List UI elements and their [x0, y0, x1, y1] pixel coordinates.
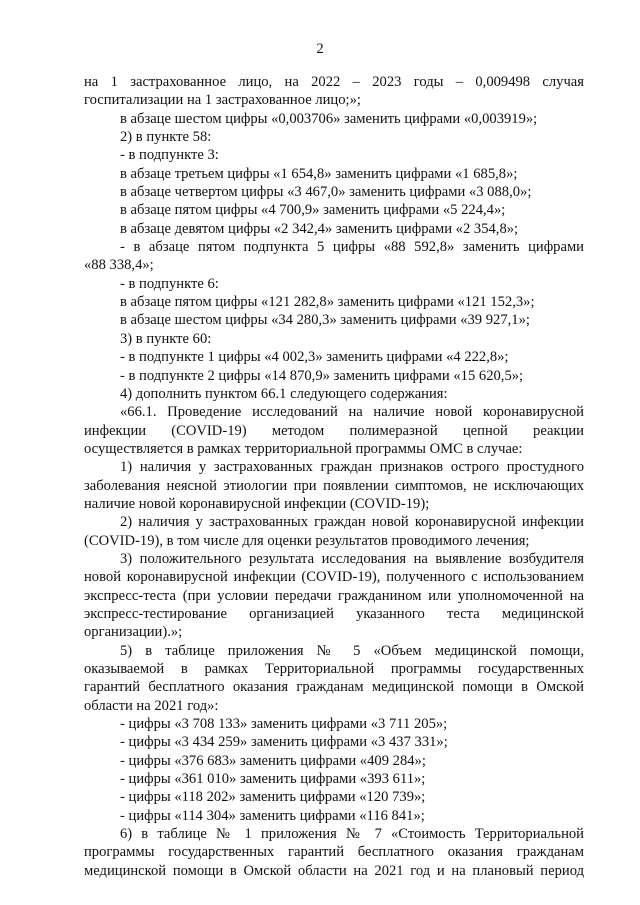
text-line: экспресс-тестирование организацией указанного теста медицинской — [84, 605, 584, 622]
text-line: - в подпункте 3: — [120, 147, 219, 164]
text-line: 3) положительного результата исследования на выявление возбудителя — [120, 550, 584, 567]
text-line: 2) наличия у застрахованных граждан новой коронавирусной инфекции — [120, 514, 584, 531]
text-line: наличие новой коронавирусной инфекции (COVID-19); — [84, 495, 430, 512]
document-body — [84, 73, 584, 880]
text-line: оказываемой в рамках Территориальной программы государственных — [84, 661, 584, 677]
text-line: в абзаце пятом цифры «4 700,9» заменить цифрами «5 224,4»; — [120, 202, 506, 219]
text-line: - цифры «376 683» заменить цифрами «409 284»; — [120, 752, 426, 769]
text-line: «66.1. Проведение исследований на наличие новой коронавирусной — [120, 404, 584, 421]
text-line: медицинской помощи в Омской области на 2021 год и на плановый период — [84, 862, 584, 879]
text-line: «88 338,4»; — [84, 257, 154, 274]
text-line: - цифры «361 010» заменить цифрами «393 611»; — [120, 771, 426, 788]
text-line: в абзаце шестом цифры «34 280,3» заменить цифрами «39 927,1»; — [120, 312, 530, 329]
text-line: новой коронавирусной инфекции (COVID-19), полученного с использованием — [84, 569, 584, 586]
text-line: заболевания неясной этиологии при появлении симптомов, не исключающих — [84, 477, 584, 494]
text-line: 2) в пункте 58: — [120, 129, 212, 146]
text-line: - цифры «118 202» заменить цифрами «120 739»; — [120, 789, 426, 806]
text-line: 5) в таблице приложения № 5 «Объем медицинской помощи, — [120, 642, 584, 659]
text-line: - в подпункте 6: — [120, 275, 219, 292]
text-line: области на 2021 год»: — [84, 697, 219, 714]
text-line: - в абзаце пятом подпункта 5 цифры «88 592,8» заменить цифрами — [120, 239, 584, 256]
text-line: в абзаце пятом цифры «121 282,8» заменить цифрами «121 152,3»; — [120, 294, 535, 311]
text-line: организации).»; — [84, 624, 183, 641]
text-line: инфекции (COVID-19) методом полимеразной цепной реакции — [84, 422, 584, 439]
text-line: - цифры «3 708 133» заменить цифрами «3 711 205»; — [120, 716, 448, 733]
text-line: 1) наличия у застрахованных граждан признаков острого простудного — [120, 459, 584, 476]
text-line: в абзаце четвертом цифры «3 467,0» заменить цифрами «3 088,0»; — [120, 184, 532, 201]
text-line: госпитализации на 1 застрахованное лицо;»; — [84, 92, 361, 109]
text-line: - в подпункте 2 цифры «14 870,9» заменить цифрами «15 620,5»; — [120, 367, 524, 384]
text-line: гарантий бесплатного оказания гражданам медицинской помощи в Омской — [84, 679, 584, 696]
text-line: программы государственных гарантий бесплатного оказания гражданам — [84, 844, 584, 861]
text-line: в абзаце третьем цифры «1 654,8» заменить цифрами «1 685,8»; — [120, 165, 518, 182]
text-line: - в подпункте 1 цифры «4 002,3» заменить цифрами «4 222,8»; — [120, 349, 509, 366]
text-line: осуществляется в рамках территориальной программы ОМС в случае: — [84, 440, 523, 457]
text-line: - цифры «114 304» заменить цифрами «116 841»; — [120, 807, 425, 824]
text-line: (COVID-19), в том числе для оценки результатов проводимого лечения; — [84, 532, 530, 549]
text-line: 3) в пункте 60: — [120, 330, 212, 347]
text-line: 4) дополнить пунктом 66.1 следующего содержания: — [120, 385, 448, 402]
text-line: 6) в таблице № 1 приложения № 7 «Стоимость Территориальной — [120, 826, 584, 843]
text-line: на 1 застрахованное лицо, на 2022 – 2023 годы – 0,009498 случая — [84, 74, 584, 90]
text-line: - цифры «3 434 259» заменить цифрами «3 437 331»; — [120, 734, 448, 751]
text-line: в абзаце девятом цифры «2 342,4» заменить цифрами «2 354,8»; — [120, 220, 519, 237]
page-number: 2 — [316, 41, 324, 57]
text-line: в абзаце шестом цифры «0,003706» заменить цифрами «0,003919»; — [120, 110, 538, 127]
text-line: экспресс-теста (при условии передачи гражданином или уполномоченной на — [84, 587, 584, 604]
